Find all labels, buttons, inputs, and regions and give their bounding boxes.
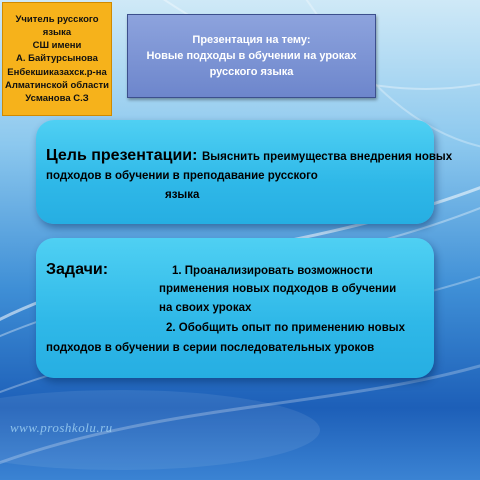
- author-line: Учитель русского языка: [15, 13, 99, 38]
- task-line3: на своих уроках: [159, 302, 252, 314]
- goal-text-line2: подходов в обучении в преподавание русского: [46, 170, 318, 182]
- title-line: Новые подходы в обучении на уроках: [146, 50, 357, 62]
- author-line: СШ имени: [32, 40, 82, 52]
- task-line4: 2. Обобщить опыт по применению новых: [166, 322, 405, 334]
- presentation-title-box: [127, 14, 376, 98]
- site-watermark: www.proshkolu.ru: [10, 420, 113, 435]
- author-line: А. Байтурсынова: [16, 53, 98, 65]
- task-line1: 1. Проанализировать возможности: [172, 265, 373, 277]
- goal-text-line3: языка: [165, 189, 200, 201]
- task-line2: применения новых подходов в обучении: [159, 283, 397, 295]
- goal-text-line1: Выяснить преимущества внедрения новых: [202, 151, 453, 163]
- task-line5: подходов в обучении в серии последовательных уроков: [46, 342, 375, 354]
- author-line: Усманова С.З: [25, 93, 89, 104]
- author-info-box: [2, 2, 112, 116]
- author-line: Енбекшиказахск.р-на: [7, 66, 107, 78]
- author-line: Алматинской области: [4, 79, 110, 91]
- tasks-heading: Задачи:: [46, 261, 109, 278]
- tasks-box: [36, 238, 434, 378]
- title-line: Презентация на тему:: [192, 34, 311, 46]
- goal-box: [36, 120, 453, 224]
- title-line: русского языка: [209, 66, 294, 78]
- goal-heading: Цель презентации:: [46, 147, 198, 164]
